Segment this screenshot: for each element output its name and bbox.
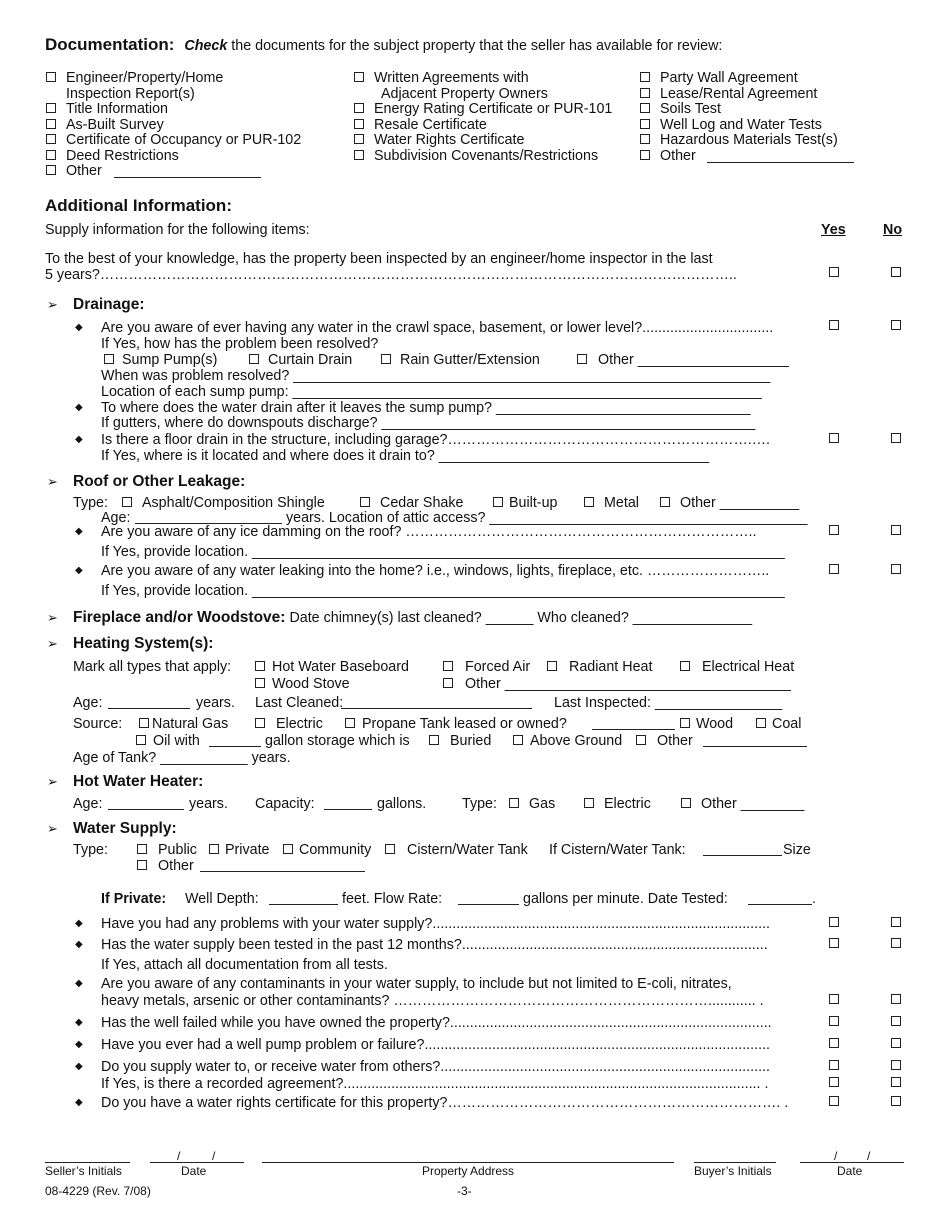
drainage-q3: Is there a floor drain in the structure, including garage?……………………………………………………….…. [101, 432, 770, 448]
label-energy-rating: Energy Rating Certificate or PUR-101 [374, 101, 613, 117]
ws-q1-yes[interactable] [829, 917, 839, 927]
heating-cleaned-line[interactable] [341, 708, 532, 709]
checkbox-as-built-survey[interactable] [46, 119, 56, 129]
roof-heading: Roof or Other Leakage: [73, 473, 246, 490]
diamond-bullet-icon: ◆ [75, 1039, 83, 1050]
checkbox-public[interactable] [137, 844, 147, 854]
ws-q6-agreement: If Yes, is there a recorded agreement?......................................................................................................... . [101, 1076, 769, 1092]
hw-capacity-line[interactable] [324, 809, 372, 810]
checkbox-drain-other[interactable] [577, 354, 587, 364]
checkbox-engineer-report[interactable] [46, 72, 56, 82]
label-public: Public [158, 842, 197, 858]
checkbox-wood-stove[interactable] [255, 678, 265, 688]
checkbox-hazardous-materials[interactable] [640, 134, 650, 144]
buyer-date-slash-1: / [834, 1149, 838, 1163]
checkbox-above-ground[interactable] [513, 735, 523, 745]
checkbox-party-wall[interactable] [640, 72, 650, 82]
form-number: 08-4229 (Rev. 7/08) [45, 1184, 151, 1198]
label-forced-air: Forced Air [465, 659, 531, 675]
ws-q7-no[interactable] [891, 1096, 901, 1106]
fireplace-text: Date chimney(s) last cleaned? ______ Who cleaned? _______________ [289, 610, 753, 626]
heating-tank-age: Age of Tank? ___________ years. [73, 750, 291, 766]
roof-q2-yes[interactable] [829, 564, 839, 574]
diamond-bullet-icon: ◆ [75, 918, 83, 929]
diamond-bullet-icon: ◆ [75, 1061, 83, 1072]
seller-date-slash-2: / [212, 1149, 216, 1163]
ws-q6: Do you supply water to, or receive water from others?................................................................................... [101, 1059, 770, 1075]
roof-q1-yes[interactable] [829, 525, 839, 535]
ws-q5-yes[interactable] [829, 1038, 839, 1048]
roof-q2-location: If Yes, provide location. ___________________________________________________________________ [101, 583, 785, 599]
checkbox-asphalt-shingle[interactable] [122, 497, 132, 507]
label-party-wall: Party Wall Agreement [660, 70, 798, 86]
roof-q2: Are you aware of any water leaking into the home? i.e., windows, lights, fireplace, etc. …………………….. [101, 563, 770, 579]
label-hazardous-materials: Hazardous Materials Test(s) [660, 132, 838, 148]
label-hw-other: Other ________ [701, 796, 805, 812]
additional-info-heading: Additional Information: [45, 196, 232, 215]
sellers-initials-label: Seller’s Initials [45, 1164, 122, 1178]
checkbox-roof-other[interactable] [660, 497, 670, 507]
heating-mark-label: Mark all types that apply: [73, 659, 232, 675]
checkbox-heating-other[interactable] [443, 678, 453, 688]
roof-type-label: Type: [73, 495, 108, 511]
label-source-coal: Coal [772, 716, 802, 732]
fireplace-heading: Fireplace and/or Woodstove: [73, 609, 286, 626]
ws-q7: Do you have a water rights certificate for this property?……………………………………………………………. . [101, 1095, 789, 1111]
inspection-yes-checkbox[interactable] [829, 267, 839, 277]
arrow-bullet-icon: ➢ [47, 774, 58, 789]
diamond-bullet-icon: ◆ [75, 434, 83, 445]
drainage-q3-yes[interactable] [829, 433, 839, 443]
heating-last-cleaned: Last Cleaned: [255, 695, 344, 711]
drainage-q2-gutters: If gutters, where do downspouts discharge? _______________________________________________ [101, 415, 756, 431]
checkbox-private[interactable] [209, 844, 219, 854]
property-address-label: Property Address [422, 1164, 515, 1178]
checkbox-written-agreements[interactable] [354, 72, 364, 82]
documentation-heading: Documentation: Check the documents for the subject property that the seller has available for review: [45, 35, 723, 54]
label-well-log: Well Log and Water Tests [660, 117, 822, 133]
ws-q4-no[interactable] [891, 1016, 901, 1026]
label-private: Private [225, 842, 270, 858]
label-electrical-heat: Electrical Heat [702, 659, 795, 675]
ws-q3-cont: heavy metals, arsenic or other contaminants? …………………………………………………………............ . [101, 993, 764, 1009]
hot-water-heading: Hot Water Heater: [73, 773, 204, 790]
diamond-bullet-icon: ◆ [75, 322, 83, 333]
label-built-up: Built-up [509, 495, 558, 511]
ws-q2-attach: If Yes, attach all documentation from all tests. [101, 957, 388, 973]
flow-rate-label: feet. Flow Rate: [342, 891, 443, 907]
drainage-heading: Drainage: [73, 296, 145, 313]
label-lease-rental: Lease/Rental Agreement [660, 86, 818, 102]
label-asphalt-shingle: Asphalt/Composition Shingle [142, 495, 325, 511]
heating-years-label: years. [196, 695, 235, 711]
checkbox-oil[interactable] [136, 735, 146, 745]
heating-last-inspected: Last Inspected: ________________ [554, 695, 783, 711]
ws-q3-yes[interactable] [829, 994, 839, 1004]
ws-q3: Are you aware of any contaminants in your water supply, to include but not limited to E-coli, nitrates, [101, 976, 732, 992]
checkbox-built-up[interactable] [493, 497, 503, 507]
checkbox-radiant-heat[interactable] [547, 661, 557, 671]
checkbox-cistern[interactable] [385, 844, 395, 854]
oil-gallon-line[interactable] [209, 746, 261, 747]
hw-capacity-label: Capacity: [255, 796, 315, 812]
label-source-electric: Electric [276, 716, 323, 732]
label-title-information: Title Information [66, 101, 168, 117]
checkbox-subdivision-covenants[interactable] [354, 150, 364, 160]
checkbox-title-information[interactable] [46, 103, 56, 113]
label-other-col3: Other [660, 148, 696, 164]
checkbox-propane-tank[interactable] [345, 718, 355, 728]
ws-q2-no[interactable] [891, 938, 901, 948]
label-natural-gas: Natural Gas [152, 716, 229, 732]
checkbox-hw-gas[interactable] [509, 798, 519, 808]
well-depth-label: Well Depth: [185, 891, 259, 907]
checkbox-cedar-shake[interactable] [360, 497, 370, 507]
label-storage-other: Other [657, 733, 693, 749]
checkbox-source-wood[interactable] [680, 718, 690, 728]
label-cistern: Cistern/Water Tank [407, 842, 528, 858]
diamond-bullet-icon: ◆ [75, 1097, 83, 1108]
ws-q5: Have you ever had a well pump problem or failure?....................................................................................... [101, 1037, 771, 1053]
checkbox-hw-electric[interactable] [584, 798, 594, 808]
label-subdivision-covenants: Subdivision Covenants/Restrictions [374, 148, 599, 164]
diamond-bullet-icon: ◆ [75, 1017, 83, 1028]
drainage-q1-no[interactable] [891, 320, 901, 330]
label-sump-pump: Sump Pump(s) [122, 352, 218, 368]
checkbox-natural-gas[interactable] [139, 718, 149, 728]
roof-q1-no[interactable] [891, 525, 901, 535]
label-roof-other: Other __________ [680, 495, 800, 511]
label-source-wood: Wood [696, 716, 734, 732]
diamond-bullet-icon: ◆ [75, 939, 83, 950]
roof-q1-location: If Yes, provide location. ___________________________________________________________________ [101, 544, 785, 560]
heating-heading: Heating System(s): [73, 635, 214, 652]
drainage-q1-yes[interactable] [829, 320, 839, 330]
arrow-bullet-icon: ➢ [47, 610, 58, 625]
drainage-q2: To where does the water drain after it leaves the sump pump? ________________________________ [101, 400, 751, 416]
inspection-question: To the best of your knowledge, has the property been inspected by an engineer/home inspector in the last [45, 251, 713, 267]
label-hw-gas: Gas [529, 796, 556, 812]
checkbox-ws-other[interactable] [137, 860, 147, 870]
checkbox-source-electric[interactable] [255, 718, 265, 728]
ws-q3-no[interactable] [891, 994, 901, 1004]
drainage-q3-no[interactable] [891, 433, 901, 443]
cistern-size-line[interactable] [703, 855, 782, 856]
ws-q6b-yes[interactable] [829, 1077, 839, 1087]
checkbox-community[interactable] [283, 844, 293, 854]
seller-date-label: Date [181, 1164, 207, 1178]
drainage-q1: Are you aware of ever having any water in the crawl space, basement, or lower level?................................. [101, 320, 774, 336]
ws-q7-yes[interactable] [829, 1096, 839, 1106]
label-certificate-occupancy: Certificate of Occupancy or PUR-102 [66, 132, 302, 148]
label-hw-electric: Electric [604, 796, 651, 812]
ws-q1: Have you had any problems with your water supply?..................................................................................... [101, 916, 771, 932]
label-radiant-heat: Radiant Heat [569, 659, 653, 675]
seller-date-slash-1: / [177, 1149, 181, 1163]
hw-age-line[interactable] [108, 809, 184, 810]
label-metal: Metal [604, 495, 639, 511]
ws-q2: Has the water supply been tested in the past 12 months?............................................................................. [101, 937, 768, 953]
label-curtain-drain: Curtain Drain [268, 352, 353, 368]
checkbox-sump-pump[interactable] [104, 354, 114, 364]
label-heating-other: Other ____________________________________ [465, 676, 791, 692]
date-tested-period: . [812, 891, 816, 907]
label-drain-other: Other ___________________ [598, 352, 789, 368]
label-above-ground: Above Ground [530, 733, 623, 749]
supply-info-text: Supply information for the following items: [45, 222, 310, 238]
buyers-initials-label: Buyer’s Initials [694, 1164, 772, 1178]
label-hot-water-baseboard: Hot Water Baseboard [272, 659, 409, 675]
label-propane-tank: Propane Tank leased or owned? [362, 716, 567, 732]
arrow-bullet-icon: ➢ [47, 297, 58, 312]
label-gallon-storage: gallon storage which is [265, 733, 410, 749]
heating-age-line[interactable] [108, 708, 190, 709]
arrow-bullet-icon: ➢ [47, 821, 58, 836]
label-wood-stove: Wood Stove [272, 676, 350, 692]
label-soils-test: Soils Test [660, 101, 721, 117]
drainage-q1-resolved: If Yes, how has the problem been resolved? [101, 336, 379, 352]
arrow-bullet-icon: ➢ [47, 474, 58, 489]
checkbox-hw-other[interactable] [681, 798, 691, 808]
fireplace-row [73, 610, 752, 626]
checkbox-other-col3[interactable] [640, 150, 650, 160]
ws-q6-yes[interactable] [829, 1060, 839, 1070]
roof-q2-no[interactable] [891, 564, 901, 574]
checkbox-energy-rating[interactable] [354, 103, 364, 113]
label-as-built-survey: As-Built Survey [66, 117, 164, 133]
other-col3-line[interactable] [707, 162, 854, 163]
well-depth-line[interactable] [269, 904, 338, 905]
ws-q4: Has the well failed while you have owned the property?................................................................................. [101, 1015, 772, 1031]
ws-cistern-if: If Cistern/Water Tank: [549, 842, 686, 858]
buyer-date-label: Date [837, 1164, 863, 1178]
diamond-bullet-icon: ◆ [75, 978, 83, 989]
ws-q1-no[interactable] [891, 917, 901, 927]
roof-q1: Are you aware of any ice damming on the roof? ……………………………………………………………….. [101, 524, 757, 540]
roof-attic-access: years. Location of attic access? ________________________________________ [286, 510, 808, 526]
water-supply-heading: Water Supply: [73, 820, 177, 837]
ws-q6b-no[interactable] [891, 1077, 901, 1087]
label-other-col1: Other [66, 163, 102, 179]
no-column-header: No [883, 222, 903, 238]
label-deed-restrictions: Deed Restrictions [66, 148, 179, 164]
diamond-bullet-icon: ◆ [75, 526, 83, 537]
label-community: Community [299, 842, 372, 858]
label-resale-certificate: Resale Certificate [374, 117, 487, 133]
date-tested-line[interactable] [748, 904, 812, 905]
checkbox-soils-test[interactable] [640, 103, 650, 113]
checkbox-electrical-heat[interactable] [680, 661, 690, 671]
date-tested-label: gallons per minute. Date Tested: [523, 891, 728, 907]
checkbox-storage-other[interactable] [636, 735, 646, 745]
if-private-label: If Private: [101, 891, 167, 907]
page-number: -3- [457, 1184, 472, 1198]
ws-type-label: Type: [73, 842, 108, 858]
diamond-bullet-icon: ◆ [75, 565, 83, 576]
ws-q5-no[interactable] [891, 1038, 901, 1048]
diamond-bullet-icon: ◆ [75, 402, 83, 413]
checkbox-certificate-occupancy[interactable] [46, 134, 56, 144]
checkbox-lease-rental[interactable] [640, 88, 650, 98]
checkbox-metal[interactable] [584, 497, 594, 507]
label-oil-with: Oil with [153, 733, 200, 749]
checkbox-resale-certificate[interactable] [354, 119, 364, 129]
inspection-no-checkbox[interactable] [891, 267, 901, 277]
checkbox-curtain-drain[interactable] [249, 354, 259, 364]
hw-age-label: Age: [73, 796, 103, 812]
label-engineer-report: Engineer/Property/Home [66, 70, 224, 86]
ws-q2-yes[interactable] [829, 938, 839, 948]
label-ws-other: Other [158, 858, 194, 874]
checkbox-other-col1[interactable] [46, 165, 56, 175]
checkbox-buried[interactable] [429, 735, 439, 745]
drainage-sump-location: Location of each sump pump: ___________________________________________________________ [101, 384, 762, 400]
checkbox-deed-restrictions[interactable] [46, 150, 56, 160]
flow-rate-line[interactable] [458, 904, 519, 905]
label-cedar-shake: Cedar Shake [380, 495, 464, 511]
hw-type-label: Type: [462, 796, 497, 812]
inspection-question-cont: 5 years?…………………………………………………………………………………………………………………….. [45, 267, 737, 283]
ws-size-label: Size [783, 842, 811, 858]
checkbox-forced-air[interactable] [443, 661, 453, 671]
heating-source-label: Source: [73, 716, 123, 732]
propane-line[interactable] [592, 729, 675, 730]
checkbox-rain-gutter[interactable] [381, 354, 391, 364]
ws-q6-no[interactable] [891, 1060, 901, 1070]
ws-q4-yes[interactable] [829, 1016, 839, 1026]
label-rain-gutter: Rain Gutter/Extension [400, 352, 540, 368]
checkbox-source-coal[interactable] [756, 718, 766, 728]
drainage-q3-location: If Yes, where is it located and where does it drain to? __________________________________ [101, 448, 710, 464]
storage-other-line[interactable] [703, 746, 807, 747]
label-water-rights: Water Rights Certificate [374, 132, 525, 148]
roof-age-label: Age: [101, 510, 131, 526]
heating-age-label: Age: [73, 695, 103, 711]
hw-years-label: years. [189, 796, 228, 812]
checkbox-water-rights[interactable] [354, 134, 364, 144]
label-adjacent-owners: Adjacent Property Owners [381, 86, 548, 102]
yes-column-header: Yes [821, 222, 846, 238]
checkbox-well-log[interactable] [640, 119, 650, 129]
ws-other-line[interactable] [200, 871, 365, 872]
other-col1-line[interactable] [114, 177, 261, 178]
label-written-agreements: Written Agreements with [374, 70, 529, 86]
buyer-date-slash-2: / [867, 1149, 871, 1163]
drainage-when-resolved: When was problem resolved? ____________________________________________________________ [101, 368, 771, 384]
checkbox-hot-water-baseboard[interactable] [255, 661, 265, 671]
hw-gallons-label: gallons. [377, 796, 427, 812]
label-inspection-reports: Inspection Report(s) [66, 86, 195, 102]
label-buried: Buried [450, 733, 492, 749]
arrow-bullet-icon: ➢ [47, 636, 58, 651]
